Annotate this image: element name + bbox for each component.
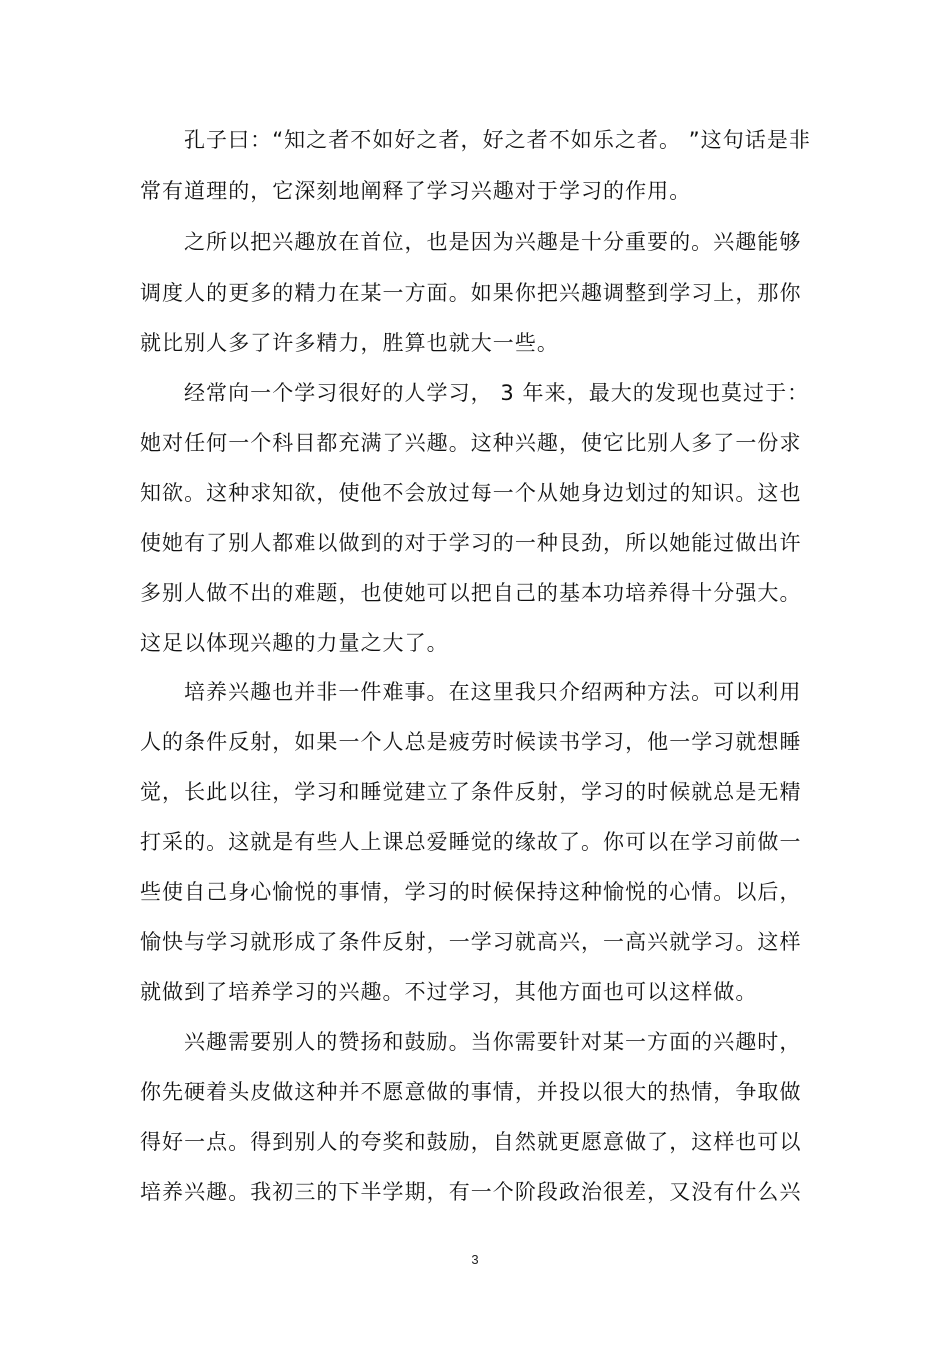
text-line: 你先硬着头皮做这种并不愿意做的事情，并投以很大的热情，争取做 (140, 1080, 802, 1104)
text-line: 得好一点。得到别人的夸奖和鼓励，自然就更愿意做了，这样也可以 (140, 1130, 802, 1154)
text-line: 孔子曰：“知之者不如好之者，好之者不如乐之者。 ”这句话是非 (184, 128, 811, 152)
text-line: 兴趣需要别人的赞扬和鼓励。当你需要针对某一方面的兴趣时， (184, 1030, 802, 1054)
text-line: 多别人做不出的难题，也使她可以把自己的基本功培养得十分强大。 (140, 581, 802, 605)
text-line: 调度人的更多的精力在某一方面。如果你把兴趣调整到学习上，那你 (140, 281, 802, 305)
text-line: 培养兴趣也并非一件难事。在这里我只介绍两种方法。可以利用 (184, 680, 802, 704)
text-line: 知欲。这种求知欲，使他不会放过每一个从她身边划过的知识。这也 (140, 481, 802, 505)
text-line: 愉快与学习就形成了条件反射，一学习就高兴，一高兴就学习。这样 (140, 930, 802, 954)
text-line: 她对任何一个科目都充满了兴趣。这种兴趣，使它比别人多了一份求 (140, 431, 802, 455)
text-line: 培养兴趣。我初三的下半学期，有一个阶段政治很差，又没有什么兴 (140, 1180, 802, 1204)
text-line: 这足以体现兴趣的力量之大了。 (140, 631, 449, 655)
text-line: 就做到了培养学习的兴趣。不过学习，其他方面也可以这样做。 (140, 980, 758, 1004)
text-line: 人的条件反射，如果一个人总是疲劳时候读书学习，他一学习就想睡 (140, 730, 802, 754)
text-line: 常有道理的，它深刻地阐释了学习兴趣对于学习的作用。 (140, 179, 692, 203)
text-line: 之所以把兴趣放在首位，也是因为兴趣是十分重要的。兴趣能够 (184, 230, 802, 254)
text-line: 使她有了别人都难以做到的对于学习的一种艮劲，所以她能过做出许 (140, 531, 802, 555)
text-line: 觉，长此以往，学习和睡觉建立了条件反射，学习的时候就总是无精 (140, 780, 802, 804)
page-number: 3 (471, 1252, 479, 1267)
text-line: 就比别人多了许多精力，胜算也就大一些。 (140, 331, 559, 355)
text-line: 打采的。这就是有些人上课总爱睡觉的缘故了。你可以在学习前做一 (140, 830, 802, 854)
text-line: 些使自己身心愉悦的事情，学习的时候保持这种愉悦的心情。以后， (140, 880, 802, 904)
text-line: 经常向一个学习很好的人学习， 3 年来，最大的发现也莫过于： (184, 381, 810, 405)
